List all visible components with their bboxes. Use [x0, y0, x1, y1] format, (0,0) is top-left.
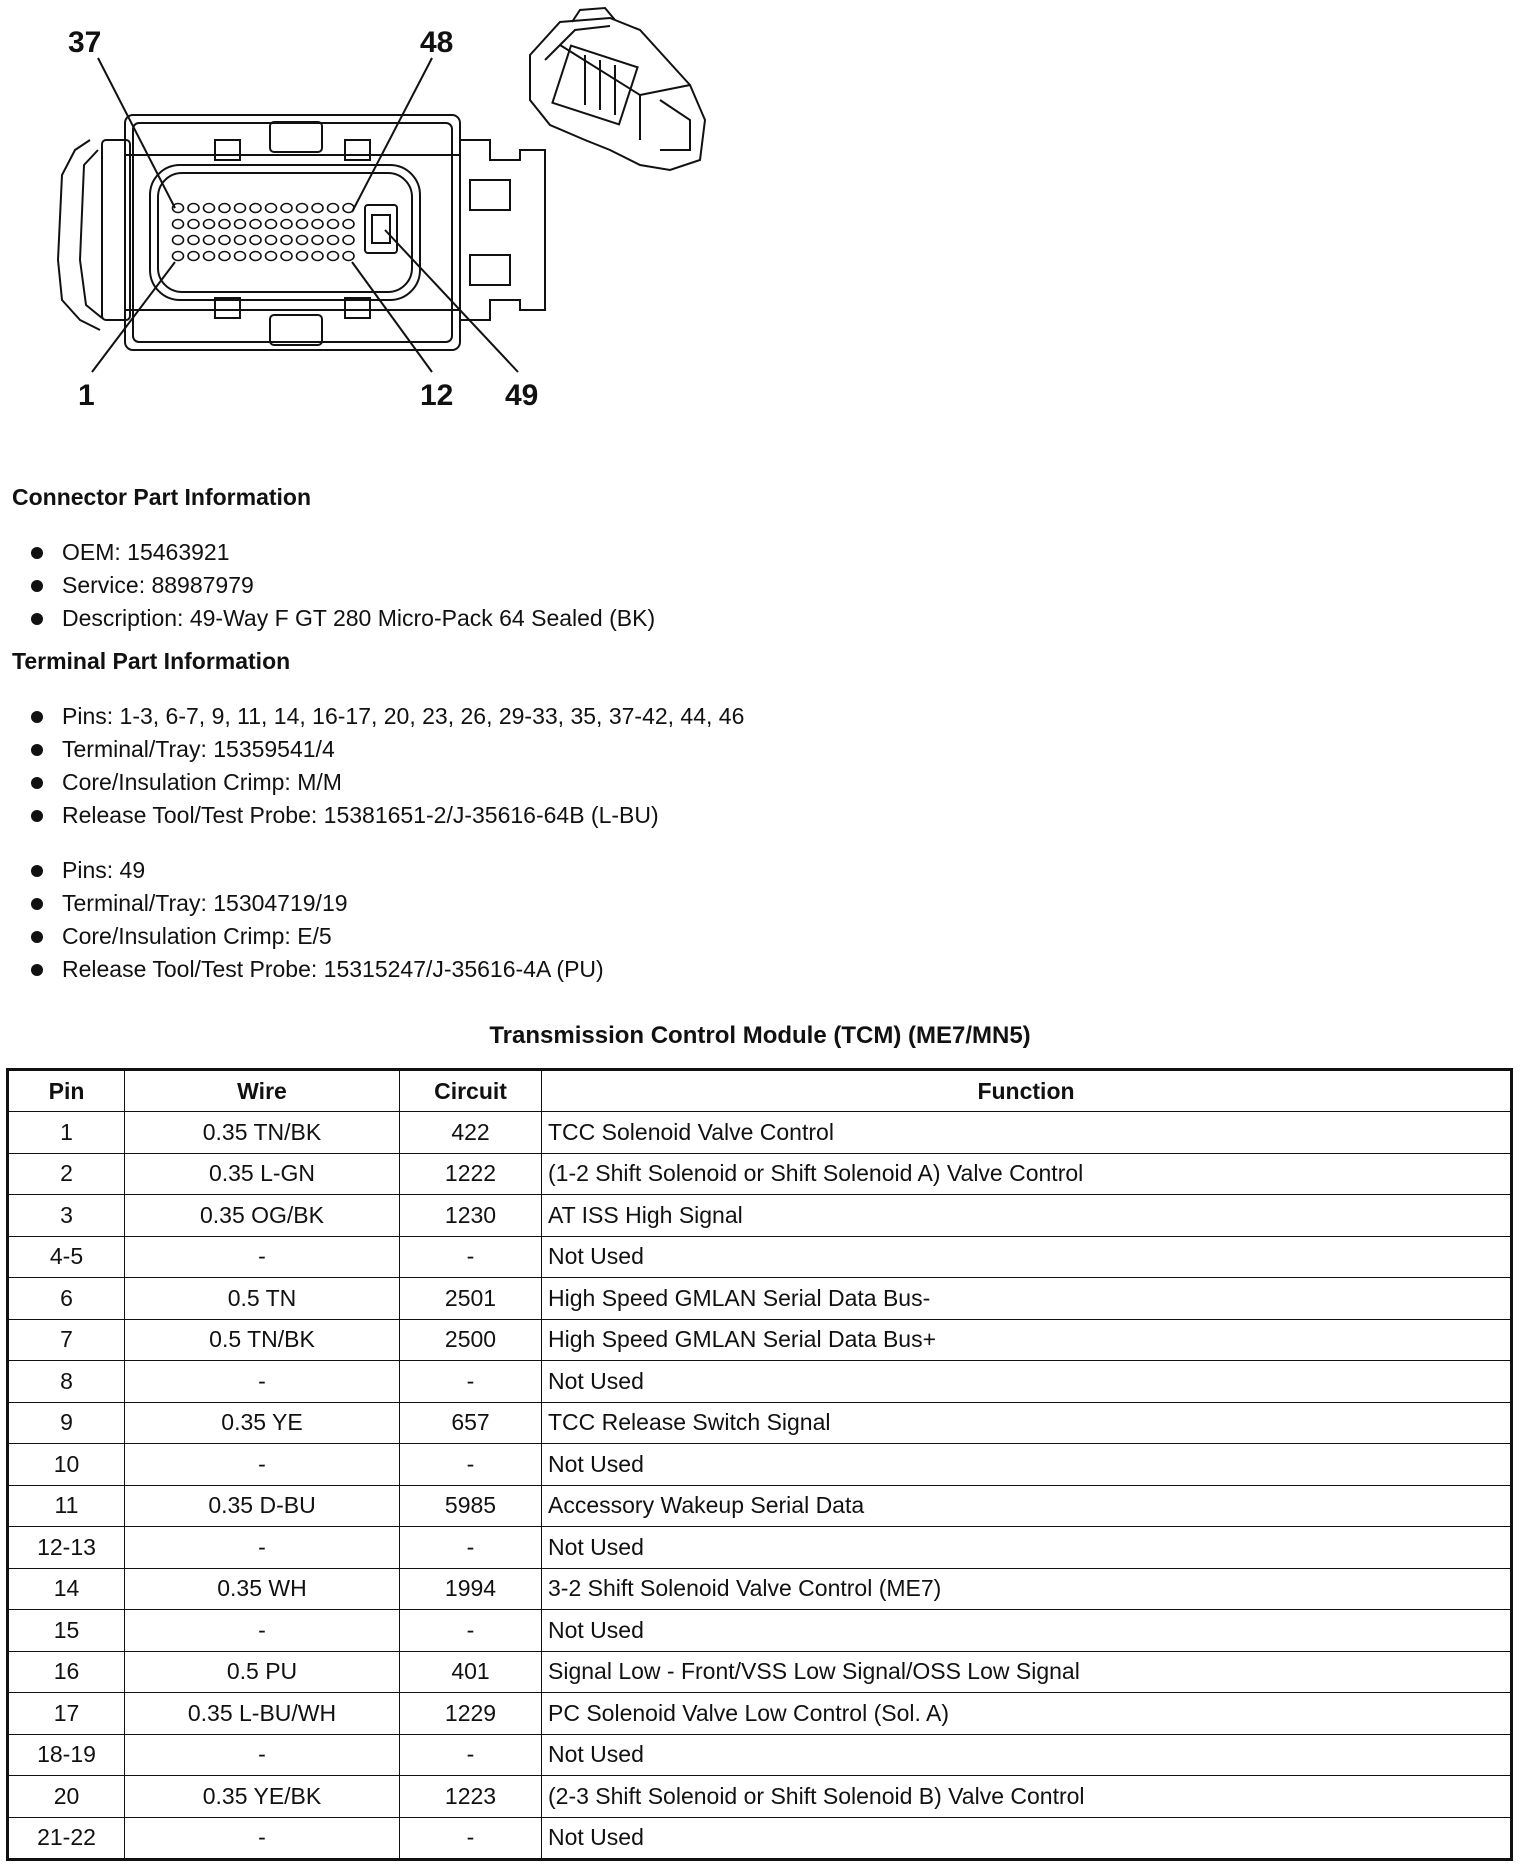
- cell-pin: 14: [8, 1568, 125, 1610]
- table-row: [8, 1236, 1512, 1278]
- pin-socket: [204, 204, 215, 213]
- cell-circuit: 1230: [400, 1195, 542, 1237]
- cell-pin: 17: [8, 1693, 125, 1735]
- cell-wire: 0.35 YE/BK: [125, 1776, 400, 1818]
- pin-socket: [266, 236, 277, 245]
- pin-socket: [281, 220, 292, 229]
- pin-socket: [281, 236, 292, 245]
- cell-function: Not Used: [542, 1444, 1512, 1486]
- cell-function: (1-2 Shift Solenoid or Shift Solenoid A) Valve Control: [542, 1153, 1512, 1195]
- cell-pin: 20: [8, 1776, 125, 1818]
- table-row: [8, 1153, 1512, 1195]
- pin-socket: [250, 220, 261, 229]
- cell-wire: -: [125, 1236, 400, 1278]
- pin-socket: [328, 236, 339, 245]
- table-row: [8, 1485, 1512, 1527]
- pin-socket: [297, 236, 308, 245]
- cell-function: TCC Solenoid Valve Control: [542, 1112, 1512, 1154]
- cell-function: AT ISS High Signal: [542, 1195, 1512, 1237]
- pin-socket: [188, 220, 199, 229]
- list-item: OEM: 15463921: [26, 536, 655, 569]
- cell-function: Not Used: [542, 1236, 1512, 1278]
- callout-1: 1: [78, 379, 95, 412]
- cell-circuit: -: [400, 1361, 542, 1403]
- pin-socket: [235, 252, 246, 261]
- cell-wire: -: [125, 1527, 400, 1569]
- cell-wire: -: [125, 1444, 400, 1486]
- cell-pin: 1: [8, 1112, 125, 1154]
- list-item: Terminal/Tray: 15359541/4: [26, 733, 744, 766]
- cell-circuit: -: [400, 1734, 542, 1776]
- pin-cavity: [150, 165, 420, 300]
- pin-socket: [173, 220, 184, 229]
- cell-circuit: 2500: [400, 1319, 542, 1361]
- cell-wire: 0.35 L-BU/WH: [125, 1693, 400, 1735]
- pin-socket: [266, 252, 277, 261]
- cell-circuit: 1229: [400, 1693, 542, 1735]
- connector-diagram: [0, 0, 760, 420]
- cell-function: Signal Low - Front/VSS Low Signal/OSS Low Signal: [542, 1651, 1512, 1693]
- cell-pin: 9: [8, 1402, 125, 1444]
- pin-socket: [188, 252, 199, 261]
- cell-function: Not Used: [542, 1527, 1512, 1569]
- cell-wire: 0.5 TN: [125, 1278, 400, 1320]
- terminal-part-info-list-2: [26, 854, 604, 986]
- table-row: [8, 1651, 1512, 1693]
- table-row: [8, 1568, 1512, 1610]
- cell-function: High Speed GMLAN Serial Data Bus+: [542, 1319, 1512, 1361]
- connector-part-info-title: Connector Part Information: [12, 484, 312, 510]
- cell-wire: 0.35 L-GN: [125, 1153, 400, 1195]
- list-item: Description: 49-Way F GT 280 Micro-Pack 64 Sealed (BK): [26, 602, 655, 635]
- table-row: [8, 1610, 1512, 1652]
- pin-socket: [343, 236, 354, 245]
- pin-socket: [204, 220, 215, 229]
- cell-wire: 0.35 WH: [125, 1568, 400, 1610]
- cell-pin: 11: [8, 1485, 125, 1527]
- list-item: Release Tool/Test Probe: 15381651-2/J-35616-64B (L-BU): [26, 799, 744, 832]
- cell-wire: 0.5 PU: [125, 1651, 400, 1693]
- cell-circuit: -: [400, 1527, 542, 1569]
- pin-socket: [204, 252, 215, 261]
- cell-function: PC Solenoid Valve Low Control (Sol. A): [542, 1693, 1512, 1735]
- callout-49: 49: [505, 379, 539, 412]
- cell-pin: 4-5: [8, 1236, 125, 1278]
- cell-pin: 12-13: [8, 1527, 125, 1569]
- cell-circuit: 1222: [400, 1153, 542, 1195]
- cell-circuit: -: [400, 1236, 542, 1278]
- cell-circuit: 2501: [400, 1278, 542, 1320]
- cell-pin: 16: [8, 1651, 125, 1693]
- pin-socket: [188, 236, 199, 245]
- list-item: Service: 88987979: [26, 569, 655, 602]
- cell-pin: 3: [8, 1195, 125, 1237]
- cell-function: High Speed GMLAN Serial Data Bus-: [542, 1278, 1512, 1320]
- pin-grid: [173, 204, 355, 261]
- pin-socket: [235, 236, 246, 245]
- table-row: [8, 1402, 1512, 1444]
- cell-wire: 0.35 TN/BK: [125, 1112, 400, 1154]
- pin-socket: [266, 204, 277, 213]
- cell-wire: -: [125, 1361, 400, 1403]
- column-header-circuit: Circuit: [400, 1070, 542, 1112]
- cell-pin: 15: [8, 1610, 125, 1652]
- pin-socket: [312, 236, 323, 245]
- cell-circuit: 401: [400, 1651, 542, 1693]
- pin-socket: [219, 220, 230, 229]
- list-item: Core/Insulation Crimp: M/M: [26, 766, 744, 799]
- table-row: [8, 1112, 1512, 1154]
- cell-wire: 0.35 OG/BK: [125, 1195, 400, 1237]
- pin-socket: [204, 236, 215, 245]
- table-row: [8, 1817, 1512, 1860]
- cell-circuit: 1223: [400, 1776, 542, 1818]
- callout-12: 12: [420, 379, 454, 412]
- table-row: [8, 1195, 1512, 1237]
- cell-pin: 2: [8, 1153, 125, 1195]
- pin-socket: [343, 220, 354, 229]
- table-row: [8, 1444, 1512, 1486]
- cell-function: 3-2 Shift Solenoid Valve Control (ME7): [542, 1568, 1512, 1610]
- cell-pin: 18-19: [8, 1734, 125, 1776]
- list-item: Core/Insulation Crimp: E/5: [26, 920, 604, 953]
- table-row: [8, 1278, 1512, 1320]
- pin-socket: [250, 236, 261, 245]
- cell-wire: 0.5 TN/BK: [125, 1319, 400, 1361]
- column-header-wire: Wire: [125, 1070, 400, 1112]
- cell-circuit: 5985: [400, 1485, 542, 1527]
- pin-socket: [328, 220, 339, 229]
- pin-socket: [297, 204, 308, 213]
- pin-socket: [312, 204, 323, 213]
- cell-pin: 8: [8, 1361, 125, 1403]
- cell-function: Not Used: [542, 1817, 1512, 1860]
- cell-wire: -: [125, 1817, 400, 1860]
- cell-function: Not Used: [542, 1610, 1512, 1652]
- cell-circuit: -: [400, 1444, 542, 1486]
- connector-latch-left: [58, 140, 100, 330]
- pin-socket: [297, 252, 308, 261]
- connector-part-info-list: [26, 536, 655, 635]
- cell-wire: 0.35 YE: [125, 1402, 400, 1444]
- cell-function: Not Used: [542, 1734, 1512, 1776]
- cell-pin: 21-22: [8, 1817, 125, 1860]
- terminal-part-info-title: Terminal Part Information: [12, 648, 291, 674]
- terminal-part-info-list-1: [26, 700, 744, 832]
- pin-socket: [266, 220, 277, 229]
- list-item: Pins: 49: [26, 854, 604, 887]
- list-item: Release Tool/Test Probe: 15315247/J-35616-4A (PU): [26, 953, 604, 986]
- pin-socket: [250, 204, 261, 213]
- pin-socket: [297, 220, 308, 229]
- pin-socket: [281, 204, 292, 213]
- pin-socket: [173, 252, 184, 261]
- pin-socket: [343, 252, 354, 261]
- table-row: [8, 1734, 1512, 1776]
- cell-wire: -: [125, 1734, 400, 1776]
- table-row: [8, 1319, 1512, 1361]
- pin-socket: [173, 236, 184, 245]
- column-header-pin: Pin: [8, 1070, 125, 1112]
- pin-socket: [219, 252, 230, 261]
- pin-socket: [219, 236, 230, 245]
- pin-socket: [312, 220, 323, 229]
- connector-side-tabs: [460, 140, 545, 320]
- cell-pin: 10: [8, 1444, 125, 1486]
- table-row: [8, 1527, 1512, 1569]
- leader-line-37: [98, 58, 175, 208]
- column-header-function: Function: [542, 1070, 1512, 1112]
- pin-socket: [312, 252, 323, 261]
- pin-socket: [328, 252, 339, 261]
- table-row: [8, 1776, 1512, 1818]
- cell-wire: 0.35 D-BU: [125, 1485, 400, 1527]
- list-item: Pins: 1-3, 6-7, 9, 11, 14, 16-17, 20, 23, 26, 29-33, 35, 37-42, 44, 46: [26, 700, 744, 733]
- cell-wire: -: [125, 1610, 400, 1652]
- pin-socket: [281, 252, 292, 261]
- pin-socket: [328, 204, 339, 213]
- cell-circuit: 1994: [400, 1568, 542, 1610]
- table-row: [8, 1693, 1512, 1735]
- pinout-table: [6, 1068, 1513, 1861]
- cell-circuit: 657: [400, 1402, 542, 1444]
- cell-pin: 7: [8, 1319, 125, 1361]
- pin-socket: [235, 204, 246, 213]
- callout-48: 48: [420, 26, 454, 59]
- cell-circuit: -: [400, 1610, 542, 1652]
- pin-socket: [235, 220, 246, 229]
- cell-function: (2-3 Shift Solenoid or Shift Solenoid B) Valve Control: [542, 1776, 1512, 1818]
- cell-function: Not Used: [542, 1361, 1512, 1403]
- pin-socket: [188, 204, 199, 213]
- cell-function: TCC Release Switch Signal: [542, 1402, 1512, 1444]
- list-item: Terminal/Tray: 15304719/19: [26, 887, 604, 920]
- cell-circuit: 422: [400, 1112, 542, 1154]
- callout-37: 37: [68, 26, 102, 59]
- cell-pin: 6: [8, 1278, 125, 1320]
- table-row: [8, 1361, 1512, 1403]
- table-header-row: [8, 1070, 1512, 1112]
- pin-socket: [219, 204, 230, 213]
- pin-socket: [250, 252, 261, 261]
- table-title: Transmission Control Module (TCM) (ME7/MN5): [489, 1022, 1031, 1049]
- cell-function: Accessory Wakeup Serial Data: [542, 1485, 1512, 1527]
- pin-49-cavity: [365, 205, 397, 253]
- connector-3d-view: [530, 8, 705, 170]
- cell-circuit: -: [400, 1817, 542, 1860]
